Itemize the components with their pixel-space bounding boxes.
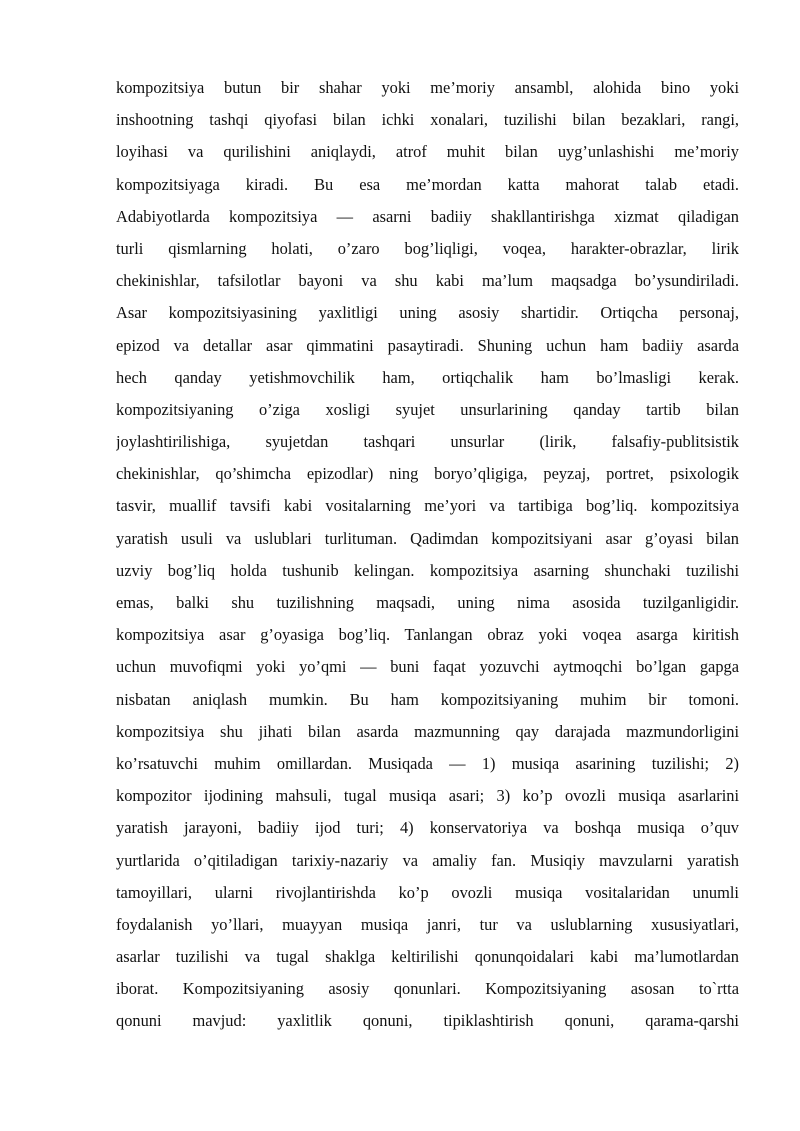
text-line: tamoyillari, ularni rivojlantirishda ko’p ovozli musiqa vositalaridan unumli xyxy=(116,882,739,902)
text-line: nisbatan aniqlash mumkin. Bu ham kompozitsiyaning muhim bir tomoni. xyxy=(116,689,739,709)
text-line: kompozitsiyaga kiradi. Bu esa me’mordan katta mahorat talab etadi. xyxy=(116,174,739,194)
text-line: yaratish usuli va uslublari turlituman. Qadimdan kompozitsiyani asar g’oyasi bilan xyxy=(116,528,739,548)
document-page xyxy=(116,72,739,1038)
text-line: foydalanish yo’llari, muayyan musiqa janri, tur va uslublarning xususiyatlari, xyxy=(116,914,739,934)
text-line: hech qanday yetishmovchilik ham, ortiqchalik ham bo’lmasligi kerak. xyxy=(116,367,739,387)
text-line: kompozitsiya asar g’oyasiga bog’liq. Tanlangan obraz yoki voqea asarga kiritish xyxy=(116,625,739,645)
text-line: kompozitsiya butun bir shahar yoki me’moriy ansambl, alohida bino yoki xyxy=(116,78,739,97)
text-line: yurtlarida o’qitiladigan tarixiy-nazariy va amaliy fan. Musiqiy mavzularni yaratish xyxy=(116,850,739,870)
text-line: kompozitor ijodining mahsuli, tugal musiqa asari; 3) ko’p ovozli musiqa asarlarini xyxy=(116,786,739,806)
text-line: chekinishlar, tafsilotlar bayoni va shu kabi ma’lum maqsadga bo’ysundiriladi. xyxy=(116,271,739,291)
text-line: tasvir, muallif tavsifi kabi vositalarning me’yori va tartibiga bog’liq. kompozitsiya xyxy=(116,496,739,516)
text-line: chekinishlar, qo’shimcha epizodlar) ning boryo’qligiga, peyzaj, portret, psixologik xyxy=(116,464,739,484)
text-line: kompozitsiya shu jihati bilan asarda mazmunning qay darajada mazmundorligini xyxy=(116,721,739,741)
text-line: qonuni mavjud: yaxlitlik qonuni, tipiklashtirish qonuni, qarama-qarshi xyxy=(116,1011,739,1031)
text-line: emas, balki shu tuzilishning maqsadi, uning nima asosida tuzilganligidir. xyxy=(116,593,739,612)
text-line: asarlar tuzilishi va tugal shaklga keltirilishi qonunqoidalari kabi ma’lumotlardan xyxy=(116,947,739,967)
text-line: joylashtirilishiga, syujetdan tashqari unsurlar (lirik, falsafiy-publitsistik xyxy=(116,432,739,452)
text-line: yaratish jarayoni, badiiy ijod turi; 4) konservatoriya va boshqa musiqa o’quv xyxy=(116,818,739,838)
text-line: inshootning tashqi qiyofasi bilan ichki xonalari, tuzilishi bilan bezaklari, rangi, xyxy=(116,110,739,130)
text-line: epizod va detallar asar qimmatini pasaytiradi. Shuning uchun ham badiiy asarda xyxy=(116,335,739,355)
text-line: Asar kompozitsiyasining yaxlitligi uning asosiy shartidir. Ortiqcha personaj, xyxy=(116,303,739,323)
text-line: uchun muvofiqmi yoki yo’qmi — buni faqat yozuvchi aytmoqchi bo’lgan gapga xyxy=(116,657,739,677)
text-line: ko’rsatuvchi muhim omillardan. Musiqada — 1) musiqa asarining tuzilishi; 2) xyxy=(116,753,739,773)
text-line: iborat. Kompozitsiyaning asosiy qonunlari. Kompozitsiyaning asosan to`rtta xyxy=(116,979,739,999)
text-line: kompozitsiyaning o’ziga xosligi syujet unsurlarining qanday tartib bilan xyxy=(116,399,739,419)
text-line: turli qismlarning holati, o’zaro bog’liqligi, voqea, harakter-obrazlar, lirik xyxy=(116,238,739,258)
text-line: uzviy bog’liq holda tushunib kelingan. kompozitsiya asarning shunchaki tuzilishi xyxy=(116,560,739,580)
text-line: Adabiyotlarda kompozitsiya — asarni badiiy shakllantirishga xizmat qiladigan xyxy=(116,206,739,226)
text-line: loyihasi va qurilishini aniqlaydi, atrof muhit bilan uyg’unlashishi me’moriy xyxy=(116,142,739,162)
